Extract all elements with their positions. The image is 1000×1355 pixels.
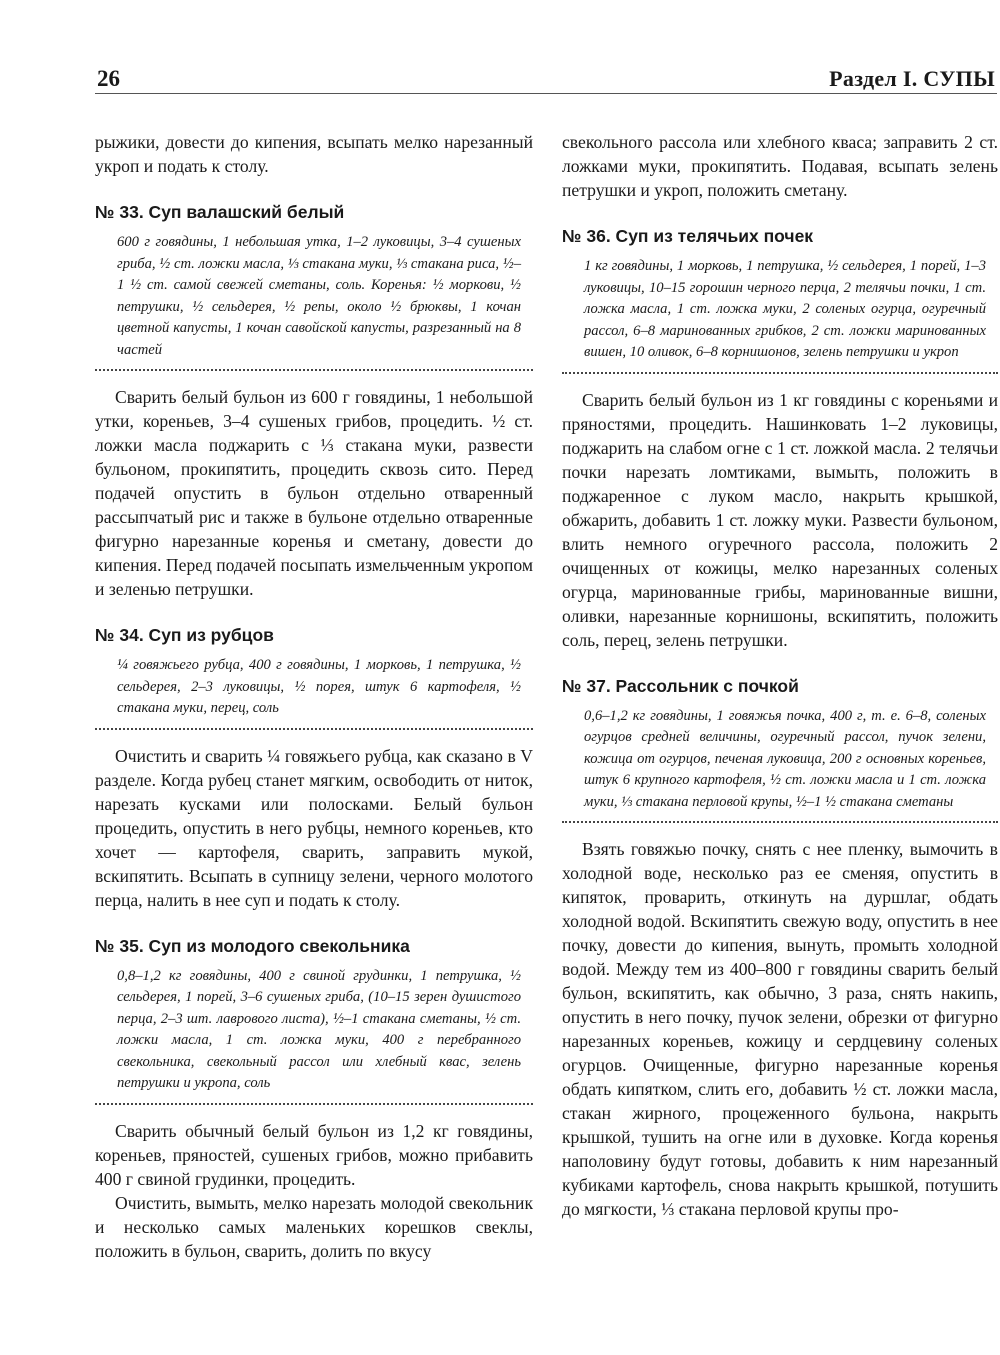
continued-paragraph: рыжики, довести до кипения, всыпать мелко нарезанный укроп и подать к столу. [95, 132, 533, 176]
right-column [562, 130, 998, 1221]
recipe-34-title: № 34. Суп из рубцов [95, 625, 274, 645]
recipe-33-ingredients: 600 г говядины, 1 небольшая утка, 1–2 луковицы, 3–4 сушеных гриба, ½ ст. ложки масла, ⅓ стакана муки, ⅓ стакана риса, ½–1 ½ ст. самой свежей сметаны, соль. Коренья: ½ моркови, ½ петрушки, ½ сельдерея, ½ репы, около ½ брюквы, 1 кочан цветной капусты, 1 кочан савойской капусты, разрезанный на 8 частей [95, 230, 533, 371]
recipe-34-instructions: Очистить и сварить ¼ говяжьего рубца, как сказано в V разделе. Когда рубец станет мягким, освободить от ниток, нарезать кусками или полосками. Белый бульон процедить, опустить в него рубцы, немного кореньев, кто хочет — картофеля, сварить, заправить мукой, вскипятить. Всыпать в супницу зелени, черного молотого перца, налить в нее суп и подать к столу. [95, 745, 533, 910]
page-number: 26 [97, 66, 120, 91]
running-section-title: Раздел I. СУПЫ [829, 66, 995, 91]
page-header [0, 0, 1000, 96]
recipe-36-ingredients: 1 кг говядины, 1 морковь, 1 петрушка, ½ сельдерея, 1 порей, 1–3 луковицы, 10–15 горошин черного перца, 2 телячьи почки, 1 ст. ложка масла, 1 ст. ложка муки, 2 соленых огурца, огуречный рассол, 6–8 маринованных грибков, 2 ст. ложки маринованных вишен, 10 оливок, 6–8 корнишонов, зелень петрушки и укроп [562, 254, 998, 374]
recipe-35-instructions: Сварить обычный белый бульон из 1,2 кг говядины, кореньев, пряностей, сушеных грибов, можно прибавить 400 г свиной грудинки, процедить. [95, 1120, 533, 1189]
recipe-37-ingredients: 0,6–1,2 кг говядины, 1 говяжья почка, 400 г, т. е. 6–8, соленых огурцов средней величины, огуречный рассол, пучок зелени, кожица от огурцов, печеная луковица, 200 г основных кореньев, штук 6 крупного картофеля, ½ ст. ложки масла и 1 ст. ложка муки, ⅓ стакана перловой крупы, ½–1 ½ стакана сметаны [562, 704, 998, 824]
recipe-33-instructions: Сварить белый бульон из 600 г говядины, 1 небольшой утки, кореньев, 3–4 сушеных грибов, процедить. ½ ст. ложки масла поджарить с ⅓ стакана муки, развести бульоном, прокипятить, процедить сквозь сито. Перед подачей опустить в бульон отдельно отваренный рассыпчатый рис и также в бульоне отдельно отваренные фигурно нарезанные коренья и сметану, довести до кипения. Перед подачей посыпать измельченным укропом и зеленью петрушки. [95, 387, 533, 599]
recipe-37-instructions: Взять говяжью почку, снять с нее пленку, вымочить в холодной воде, несколько раз ее сменяя, опустить в кипяток, проварить, откинуть на дуршлаг, обдать холодной водой. Вскипятить свежую воду, опустить в нее почку, довести до кипения, вынуть, промыть холодной водой. Между тем из 400–800 г говядины сварить белый бульон, вскипятить, как обычно, 3 раза, снять накипь, опустить в него почку, пучок зелени, обрезки от фигурно нарезанных кореньев, кожицу и сердцевину соленых огурцов. Очищенные, фигурно нарезанные коренья обдать кипятком, слить его, добавить ½ ст. ложки масла, стакан жирного, процеженного бульона, накрыть крышкой, тушить на огне или в духовке. Когда коренья наполовину будут готовы, добавить к ним нарезанный кубиками картофель, снова накрыть крышкой, потушить до мягкости, ⅓ стакана перловой крупы про- [562, 839, 998, 1219]
continued-paragraph-right: свекольного рассола или хлебного кваса; заправить 2 ст. ложками муки, прокипятить. Подавая, всыпать зелень петрушки и укроп, положить сметану. [562, 132, 998, 200]
recipe-36-instructions: Сварить белый бульон из 1 кг говядины с кореньями и пряностями, процедить. Нашинковать 1–2 луковицы, поджарить на слабом огне с 1 ст. ложкой масла. 2 телячьи почки нарезать ломтиками, вымыть, положить в поджаренное с луком масло, накрыть крышкой, обжарить, добавить 1 ст. ложку муки. Развести бульоном, влить немного огуречного рассола, положить 2 очищенных от кожицы, мелко нарезанных соленых огурца, маринованные грибы, маринованные вишни, оливки, нарезанные корнишоны, вскипятить, положить соль, перец, зелень петрушки. [562, 389, 998, 650]
recipe-37-title: № 37. Рассольник с почкой [562, 675, 799, 696]
header-divider [95, 93, 997, 94]
left-column [95, 130, 533, 1263]
recipe-35-title: № 35. Суп из молодого свекольника [95, 935, 410, 956]
recipe-35-instructions-cont: Очистить, вымыть, мелко нарезать молодой свекольник и несколько самых маленьких корешков свеклы, положить в бульон, сварить, долить по вкусу [95, 1192, 533, 1261]
recipe-35-ingredients: 0,8–1,2 кг говядины, 400 г свиной грудинки, 1 петрушка, ½ сельдерея, 1 порей, 3–6 сушеных гриба, (10–15 зерен душистого перца, 2–3 шт. лаврового листа), ½–1 стакана сметаны, ½ ст. ложки масла, 1 ст. ложка муки, 400 г перебранного свекольника, свекольный рассол или хлебный квас, зелень петрушки и укропа, соль [95, 964, 533, 1105]
recipe-34-ingredients: ¼ говяжьего рубца, 400 г говядины, 1 морковь, 1 петрушка, ½ сельдерея, 2–3 луковицы, ½ порея, штук 6 картофеля, ½ стакана муки, перец, соль [95, 653, 533, 730]
recipe-36-title: № 36. Суп из телячьих почек [562, 226, 814, 246]
recipe-33-title: № 33. Суп валашский белый [95, 202, 345, 222]
